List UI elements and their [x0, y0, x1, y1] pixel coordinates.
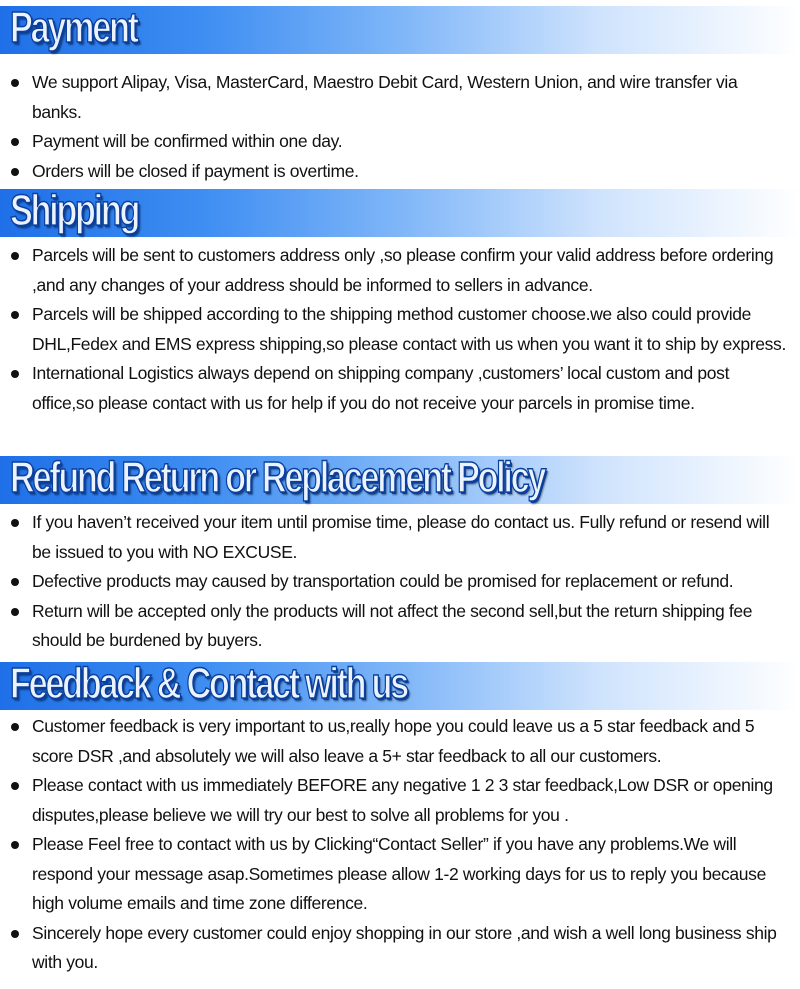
- list-item: [0, 127, 800, 157]
- bullet-icon: [11, 782, 19, 790]
- bullet-icon: [11, 841, 19, 849]
- list-item-text: Parcels will be sent to customers address only ,so please confirm your valid address before ordering ,and any changes of your address should be informed to sellers in advance.: [32, 245, 774, 295]
- list-item: [0, 359, 800, 418]
- list-item: [0, 68, 800, 127]
- list-item-text: Please Feel free to contact with us by Clicking“Contact Seller” if you have any problems.We will respond your message asap.Sometimes please allow 1-2 working days for us to reply you because high volume emails and time zone difference.: [32, 834, 766, 913]
- list-item: [0, 919, 800, 978]
- refund-banner: [0, 453, 800, 504]
- shipping-section: [0, 186, 800, 418]
- bullet-icon: [11, 370, 19, 378]
- list-item-text: Sincerely hope every customer could enjoy shopping in our store ,and wish a well long business ship with you.: [32, 922, 777, 972]
- shipping-heading: Shipping: [10, 186, 139, 235]
- list-item-text: Orders will be closed if payment is overtime.: [32, 160, 359, 181]
- list-item-text: Payment will be confirmed within one day.: [32, 131, 343, 151]
- list-item-text: International Logistics always depend on shipping company ,customers’ local custom and post office,so please contact with us for help if you do not receive your parcels in promise time.: [32, 363, 730, 413]
- payment-section: [0, 3, 800, 186]
- bullet-icon: [11, 79, 19, 87]
- bullet-icon: [11, 138, 19, 146]
- bullet-icon: [11, 311, 19, 319]
- list-item: [0, 597, 800, 656]
- list-item: [0, 300, 800, 359]
- list-item: [0, 157, 800, 187]
- shipping-list: [0, 241, 800, 418]
- bullet-icon: [11, 930, 19, 938]
- payment-list: [0, 68, 800, 186]
- bullet-icon: [11, 252, 19, 260]
- feedback-list: [0, 712, 800, 978]
- bullet-icon: [11, 608, 19, 616]
- refund-list: [0, 508, 800, 656]
- list-item-text: If you haven’t received your item until promise time, please do contact us. Fully refund or resend will be issued to you with NO EXCUSE.: [32, 512, 770, 562]
- payment-banner: [0, 3, 800, 54]
- bullet-icon: [11, 519, 19, 527]
- list-item-text: Return will be accepted only the products will not affect the second sell,but the return shipping fee should be burdened by buyers.: [32, 600, 753, 650]
- list-item-text: We support Alipay, Visa, MasterCard, Maestro Debit Card, Western Union, and wire transfer via banks.: [32, 72, 738, 122]
- bullet-icon: [11, 578, 19, 586]
- bullet-icon: [11, 723, 19, 731]
- list-item-text: Parcels will be shipped according to the shipping method customer choose.we also could provide DHL,Fedex and EMS express shipping,so please contact with us when you want it to ship by express.: [32, 304, 786, 354]
- list-item: [0, 508, 800, 567]
- list-item-text: Defective products may caused by transportation could be promised for replacement or refund.: [32, 571, 734, 591]
- list-item: [0, 830, 800, 919]
- feedback-heading: Feedback & Contact with us: [10, 659, 407, 708]
- bullet-icon: [11, 168, 19, 176]
- list-item: [0, 567, 800, 597]
- list-item: [0, 712, 800, 771]
- refund-section: [0, 453, 800, 656]
- refund-heading: Refund Return or Replacement Policy: [10, 453, 545, 502]
- list-item-text: Customer feedback is very important to us,really hope you could leave us a 5 star feedback and 5 score DSR ,and absolutely we will also leave a 5+ star feedback to all our customers.: [32, 716, 755, 766]
- payment-heading: Payment: [10, 3, 137, 52]
- list-item: [0, 241, 800, 300]
- feedback-banner: [0, 659, 800, 710]
- shipping-banner: [0, 186, 800, 237]
- feedback-section: [0, 659, 800, 978]
- list-item: [0, 771, 800, 830]
- list-item-text: Please contact with us immediately BEFORE any negative 1 2 3 star feedback,Low DSR or opening disputes,please believe we will try our best to solve all problems for you .: [32, 775, 773, 825]
